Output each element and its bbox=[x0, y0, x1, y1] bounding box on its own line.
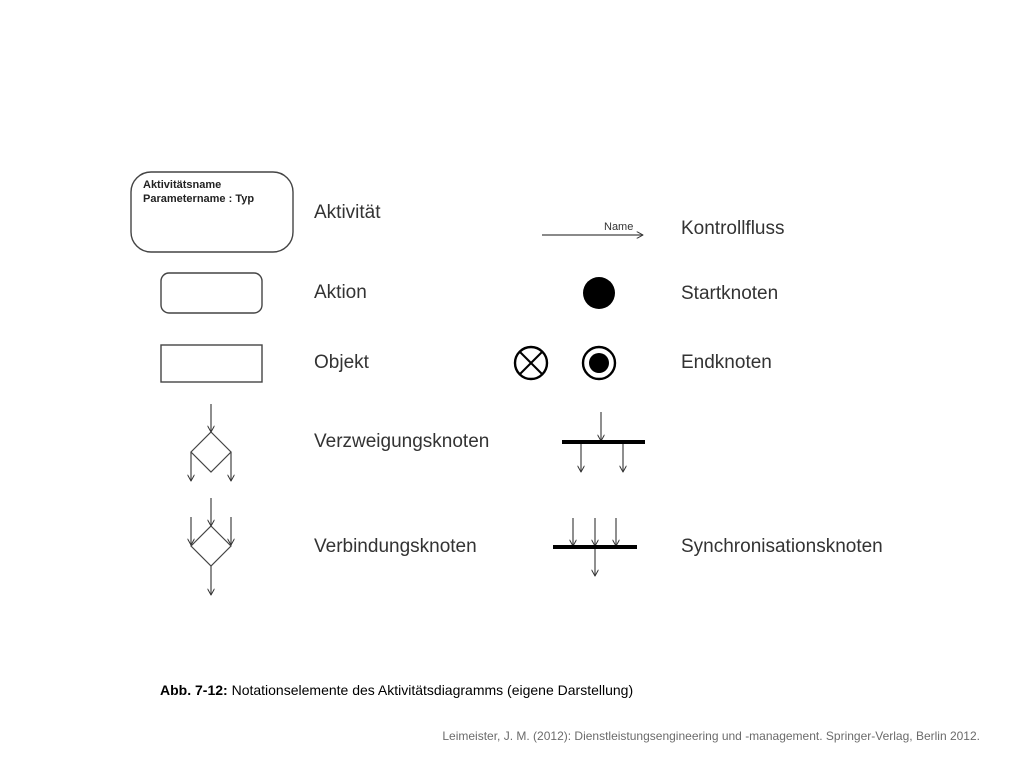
caption-prefix: Abb. 7-12: bbox=[160, 682, 228, 698]
activity-name-text: Aktivitätsname bbox=[143, 179, 222, 191]
fork-node-symbol bbox=[562, 412, 645, 472]
label-startknoten: Startknoten bbox=[681, 283, 779, 304]
label-objekt: Objekt bbox=[314, 352, 369, 373]
label-aktion: Aktion bbox=[314, 282, 367, 303]
decision-node-symbol bbox=[191, 404, 231, 481]
activity-parameter-text: Parametername : Typ bbox=[143, 193, 255, 205]
activity-final-node-symbol bbox=[583, 347, 615, 379]
source-citation: Leimeister, J. M. (2012): Dienstleistungsengineering und -management. Springer-Verlag, Berlin 2012. bbox=[442, 729, 980, 743]
label-endknoten: Endknoten bbox=[681, 352, 772, 373]
label-synchronisationsknoten: Synchronisationsknoten bbox=[681, 536, 883, 557]
label-kontrollfluss: Kontrollfluss bbox=[681, 218, 785, 239]
merge-node-symbol bbox=[191, 498, 231, 595]
label-verzweigungsknoten: Verzweigungsknoten bbox=[314, 431, 490, 452]
label-verbindungsknoten: Verbindungsknoten bbox=[314, 536, 477, 557]
action-symbol bbox=[161, 273, 262, 313]
figure-caption bbox=[160, 682, 633, 698]
label-aktivitaet: Aktivität bbox=[314, 202, 381, 223]
start-node-symbol bbox=[583, 277, 615, 309]
join-node-symbol bbox=[553, 518, 637, 576]
flow-final-node-symbol bbox=[515, 347, 547, 379]
activity-symbol bbox=[131, 172, 293, 252]
object-symbol bbox=[161, 345, 262, 382]
control-flow-symbol bbox=[542, 221, 643, 235]
control-flow-name: Name bbox=[604, 221, 634, 233]
caption-text: Notationselemente des Aktivitätsdiagramms (eigene Darstellung) bbox=[227, 682, 634, 698]
